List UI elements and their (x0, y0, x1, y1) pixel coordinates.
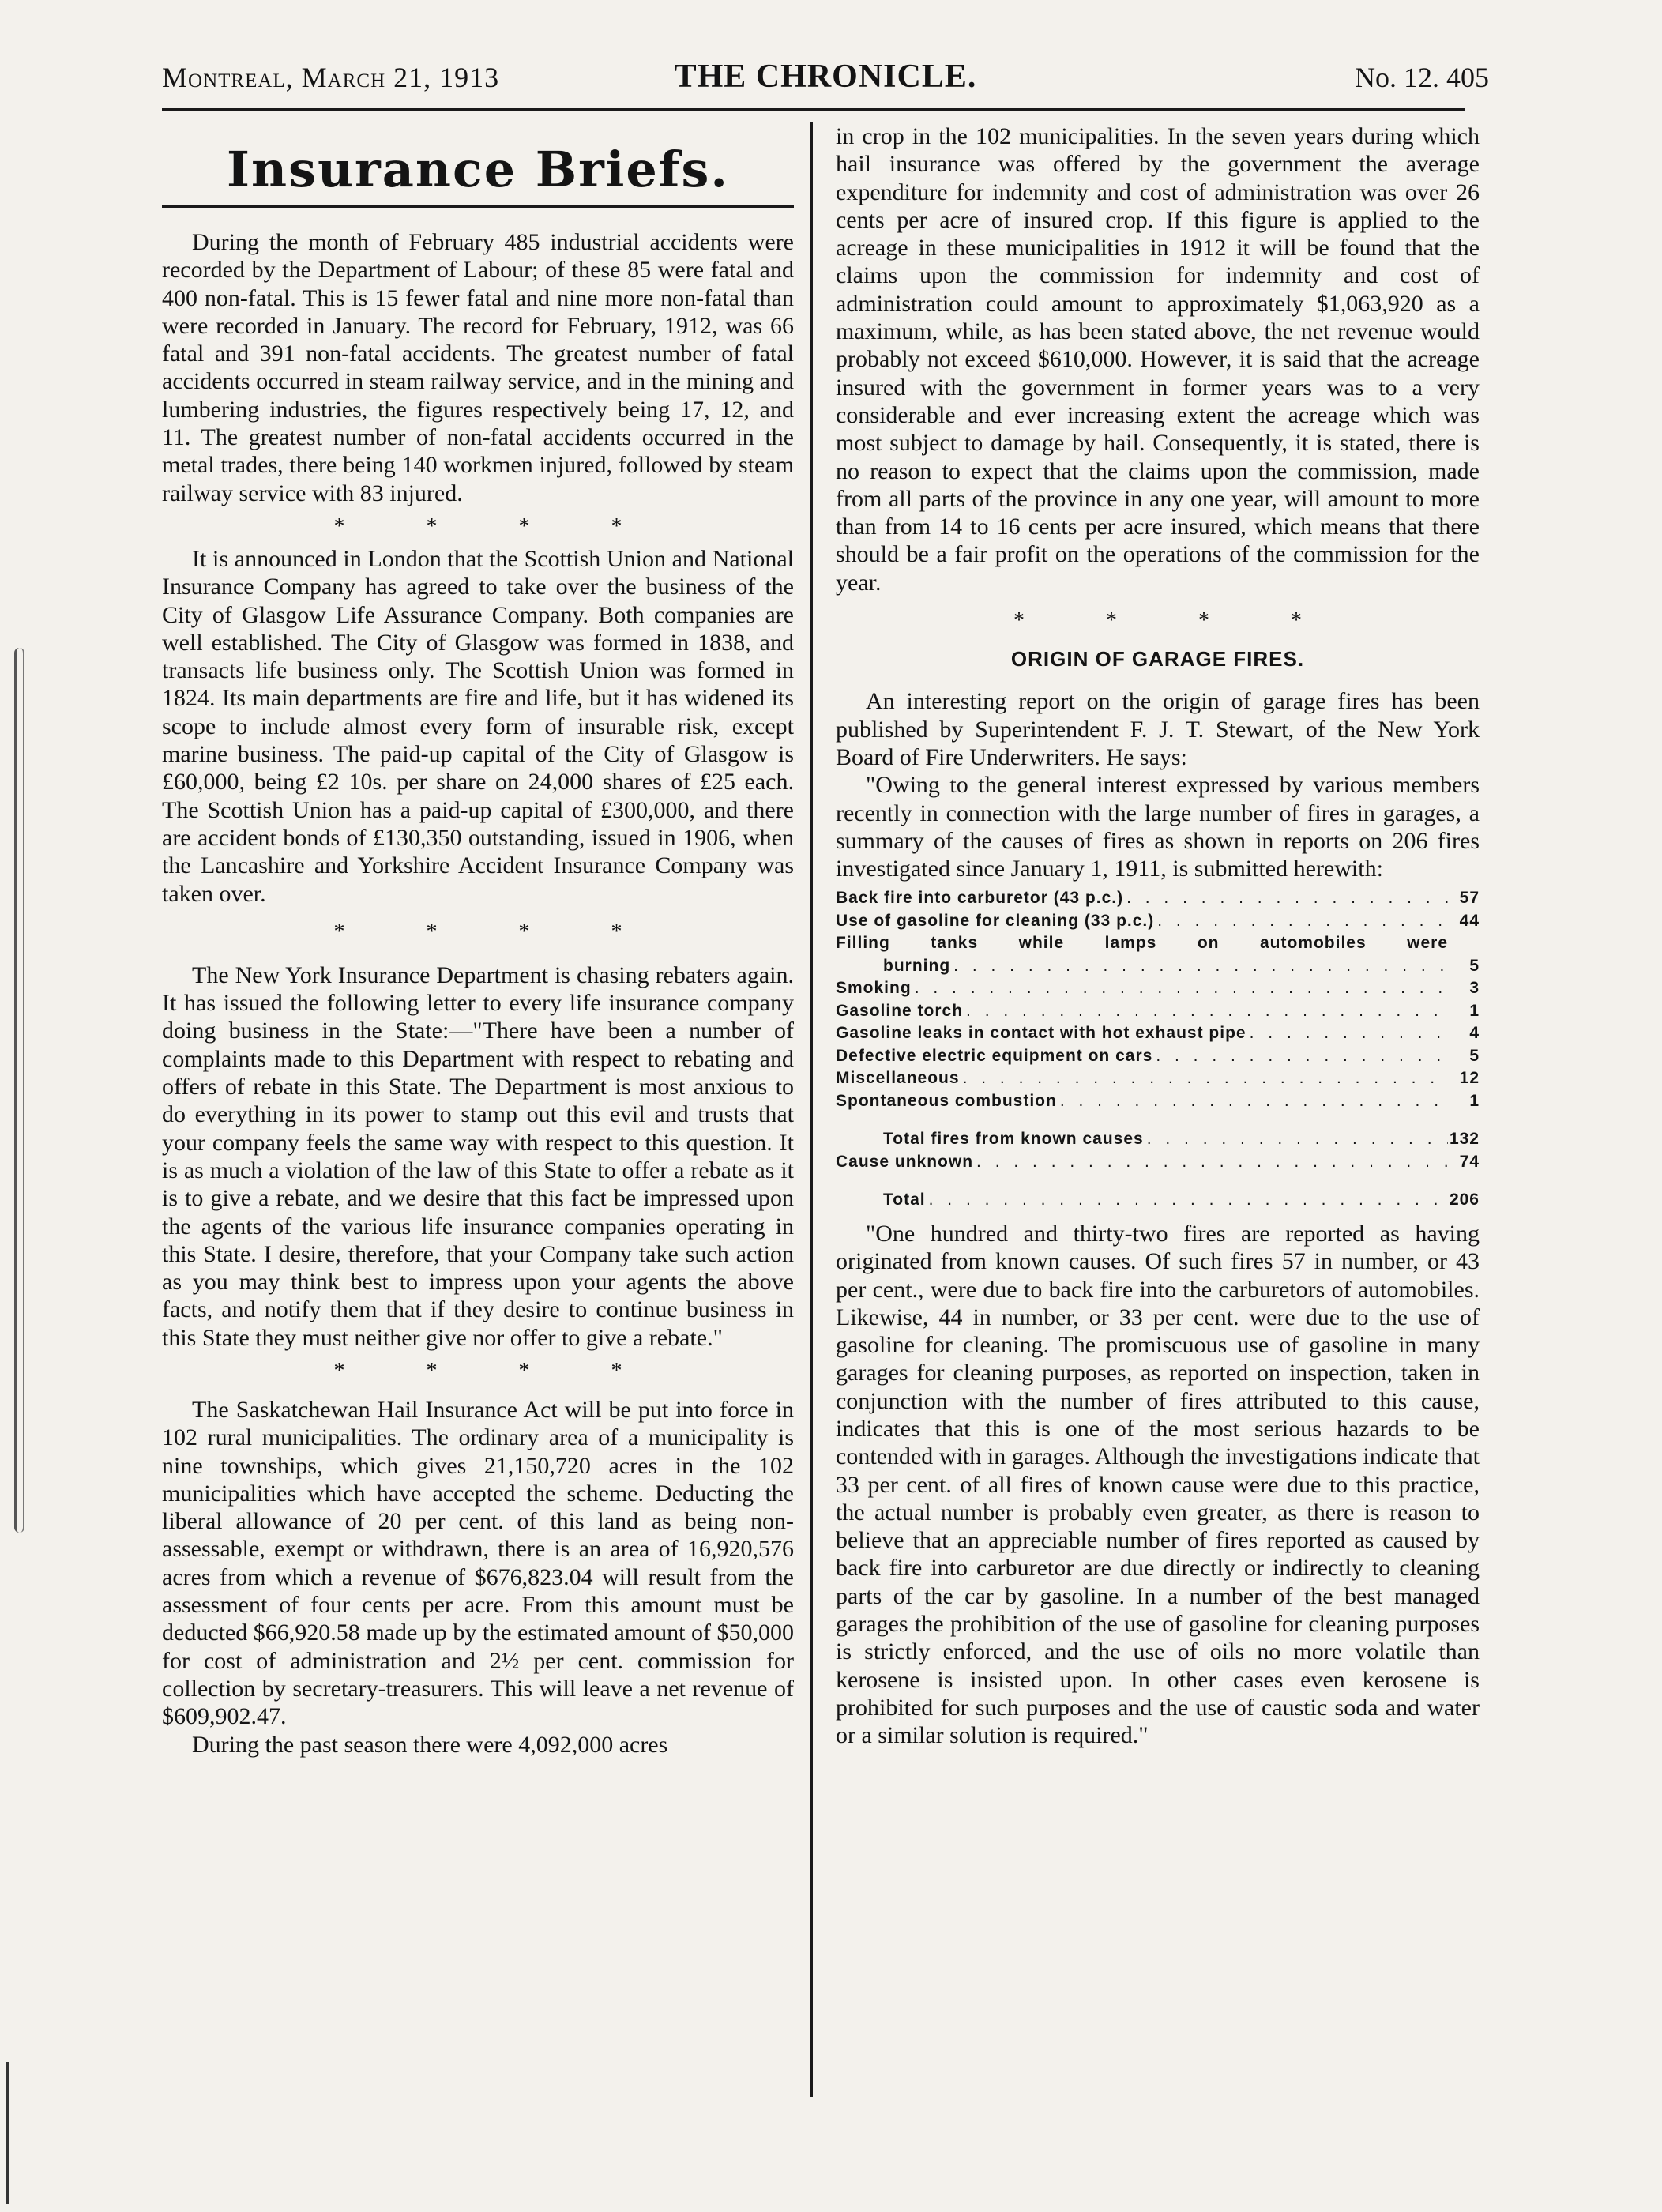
binding-edge-mark-lower (6, 2062, 13, 2204)
table-row-value: 132 (1449, 1130, 1480, 1149)
table-row-label: Miscellaneous (836, 1069, 960, 1088)
table-row-value: 1 (1469, 1091, 1480, 1110)
article-new-york-rebaters: The New York Insurance Department is chasing rebaters again. It has issued the following letter to every life insurance company doing business in the State:—"There have been a number of complaints made to this Department with respect to rebating and offers of rebate in this State. The Department is most anxious to do everything in its power to stamp out this evil and trusts that your company feels the same way with respect to this question. It is as much a violation of the law of this State to offer a rebate as it is to give a rebate, and we desire that this fact be impressed upon the agents of the various life insurance companies operating in this State. I desire, therefore, that your Company take such action as you may think best to impress upon your agents the above facts, and notify them that if they desire to continue business in this State they must neither give nor offer to give a rebate." (162, 961, 794, 1351)
article-saskatchewan-hail-cont: During the past season there were 4,092,000 acres (192, 1731, 668, 1758)
table-row-label: Use of gasoline for cleaning (33 p.c.) (836, 911, 1155, 930)
table-row (836, 932, 1480, 955)
section-separator: * * * * (333, 1358, 660, 1383)
table-row-value: 1 (1469, 1001, 1480, 1020)
article-scottish-union: It is announced in London that the Scottish Union and National Insurance Company has agreed to take over the business of the City of Glasgow Life Assurance Company. Both companies are well established. The City of Glasgow was formed in 1838, and transacts life business only. The Scottish Union was formed in 1824. Its main departments are fire and life, but it has widened its scope to include almost every form of insurable risk, except marine business. The paid-up capital of the City of Glasgow is £60,000, being £2 10s. per share on 24,000 shares of £25 each. The Scottish Union has a paid-up capital of £300,000, and there are accident bonds of £130,350 outstanding, issued in 1906, when the Lancashire and Yorkshire Accident Insurance Company was taken over. (162, 545, 794, 907)
table-row-label: Gasoline torch (836, 1001, 964, 1020)
section-title: Insurance Briefs. (227, 141, 729, 198)
garage-fires-quote-intro: "Owing to the general interest expressed by various members recently in connection with the large number of fires in garages, a summary of the causes of fires as shown in reports on 206 fires investigated since January 1, 1911, is submitted herewith: (836, 772, 1480, 882)
table-row-grand-total (836, 1189, 1480, 1212)
table-row (836, 910, 1480, 933)
table-row (836, 1022, 1480, 1045)
table-row-value: 3 (1469, 979, 1480, 998)
garage-fires-intro: An interesting report on the origin of garage fires has been published by Superintendent F. J. T. Stewart, of the New York Board of Fire Underwriters. He says: (836, 688, 1480, 770)
table-row-label: Total (883, 1191, 926, 1209)
binding-edge-mark (14, 648, 24, 1533)
table-row-value: 74 (1459, 1152, 1480, 1171)
garage-fires-analysis: "One hundred and thirty-two fires are reported as having originated from known causes. Of such fires 57 in number, or 43 per cent., were due to back fire into the carburetors of automobiles. Likewise, 44 in number, or 33 per cent. were due to the use of gasoline for cleaning. The promiscuous use of gasoline in many garages for cleaning purposes, as reported on inspection, taken in conjunction with the number of fires attributed to this cause, indicates that this is one of the most serious hazards to be contended with in garages. Although the investigations indicate that 33 per cent. of all fires of known cause were due to this practice, the actual number is probably even greater, as there is reason to believe that an appreciable number of fires reported as caused by back fire into carburetor are due directly or indirectly to cleaning parts of the car by gasoline. In a number of the best managed garages the prohibition of the use of gasoline for cleaning purposes is strictly enforced, and the use of oils no more volatile than kerosene is insisted upon. In other cases even kerosene is prohibited for such purposes and the use of caustic soda and water or a similar solution is required." (836, 1220, 1480, 1749)
table-row-value: 57 (1459, 889, 1480, 908)
table-row (836, 1045, 1480, 1068)
article-heading-garage-fires: ORIGIN OF GARAGE FIRES. (1010, 647, 1305, 672)
table-row-label: Defective electric equipment on cars (836, 1046, 1153, 1065)
header-issue-page: No. 12. 405 (1355, 62, 1489, 93)
table-row-label: Total fires from known causes (883, 1130, 1144, 1149)
title-rule (162, 205, 794, 208)
table-row-unknown (836, 1151, 1480, 1174)
left-column (162, 122, 794, 1759)
table-row (836, 887, 1480, 910)
table-row (836, 1090, 1480, 1113)
section-separator: * * * * (333, 514, 660, 539)
table-row-label: Back fire into carburetor (43 p.c.) (836, 889, 1124, 908)
table-row (836, 977, 1480, 1000)
right-column (836, 122, 1480, 1750)
table-row-value: 4 (1469, 1024, 1480, 1043)
table-row-label: burning (883, 956, 951, 975)
table-row-value: 5 (1469, 956, 1480, 975)
table-row (836, 955, 1480, 978)
article-industrial-accidents: During the month of February 485 industrial accidents were recorded by the Department of Labour; of these 85 were fatal and 400 non-fatal. This is 15 fewer fatal and nine more non-fatal than were recorded in January. The record for February, 1912, was 66 fatal and 391 non-fatal accidents. The greatest number of fatal accidents occurred in steam railway service, and in the mining and lumbering industries, the figures respectively being 17, 12, and 11. The greatest number of non-fatal accidents occurred in the metal trades, there being 140 workmen injured, followed by steam railway service with 83 injured. (162, 229, 794, 506)
section-separator: * * * * (1013, 608, 1340, 634)
column-rule (810, 122, 813, 2097)
table-row-known-total (836, 1128, 1480, 1151)
section-separator: * * * * (333, 919, 660, 944)
table-row-label: Spontaneous combustion (836, 1091, 1057, 1110)
article-saskatchewan-hail: The Saskatchewan Hail Insurance Act will be put into force in 102 rural municipalities. The ordinary area of a municipality is nine townships, which gives 21,150,720 acres in the 102 municipalities which have accepted the scheme. Deducting the liberal allowance of 20 per cent. of this land as being non-assessable, exempt or withdrawn, there is an area of 16,920,576 acres from which a revenue of $676,823.04 will result from the assessment of four cents per acre. From this amount must be deducted $66,920.58 made up by the estimated amount of $50,000 for cost of administration and 2½ per cent. commission for collection by secretary-treasurers. This will leave a net revenue of $609,902.47. (162, 1396, 794, 1730)
table-row-value: 44 (1459, 911, 1480, 930)
table-row-value: 206 (1449, 1191, 1480, 1209)
header-rule (162, 108, 1465, 111)
table-row-label: Cause unknown (836, 1152, 974, 1171)
table-row-label: Gasoline leaks in contact with hot exhaust pipe (836, 1024, 1246, 1043)
newspaper-page (150, 43, 1493, 2176)
table-row (836, 1067, 1480, 1090)
table-row (836, 1000, 1480, 1023)
table-row-label: Filling tanks while lamps on automobiles were (836, 934, 1448, 953)
header-masthead: THE CHRONICLE. (674, 58, 977, 95)
table-row-label: Smoking (836, 979, 912, 998)
article-saskatchewan-hail-continued: in crop in the 102 municipalities. In the seven years during which hail insurance was offered by the government the average expenditure for indemnity and cost of administration was over 26 cents per acre of insured crop. If this figure is applied to the acreage in these municipalities in 1912 it will be found that the claims upon the commission for indemnity and cost of administration could amount to approximately $1,063,920 as a maximum, while, as has been stated above, the net revenue would probably not exceed $610,000. However, it is said that the acreage insured with the government in former years was to a very considerable and ever increasing extent the acreage which was most subject to damage by hail. Consequently, it is stated, there is no reason to expect that the claims upon the commission, made from all parts of the province in any one year, will amount to more than from 14 to 16 cents per acre insured, which means that there should be a fair profit on the operations of the commission for the year. (836, 123, 1480, 596)
table-row-value: 5 (1469, 1046, 1480, 1065)
garage-fire-causes-table (836, 887, 1480, 1212)
page-header (162, 51, 1489, 99)
header-dateline: Montreal, March 21, 1913 (162, 62, 500, 93)
table-row-value: 12 (1459, 1069, 1480, 1088)
